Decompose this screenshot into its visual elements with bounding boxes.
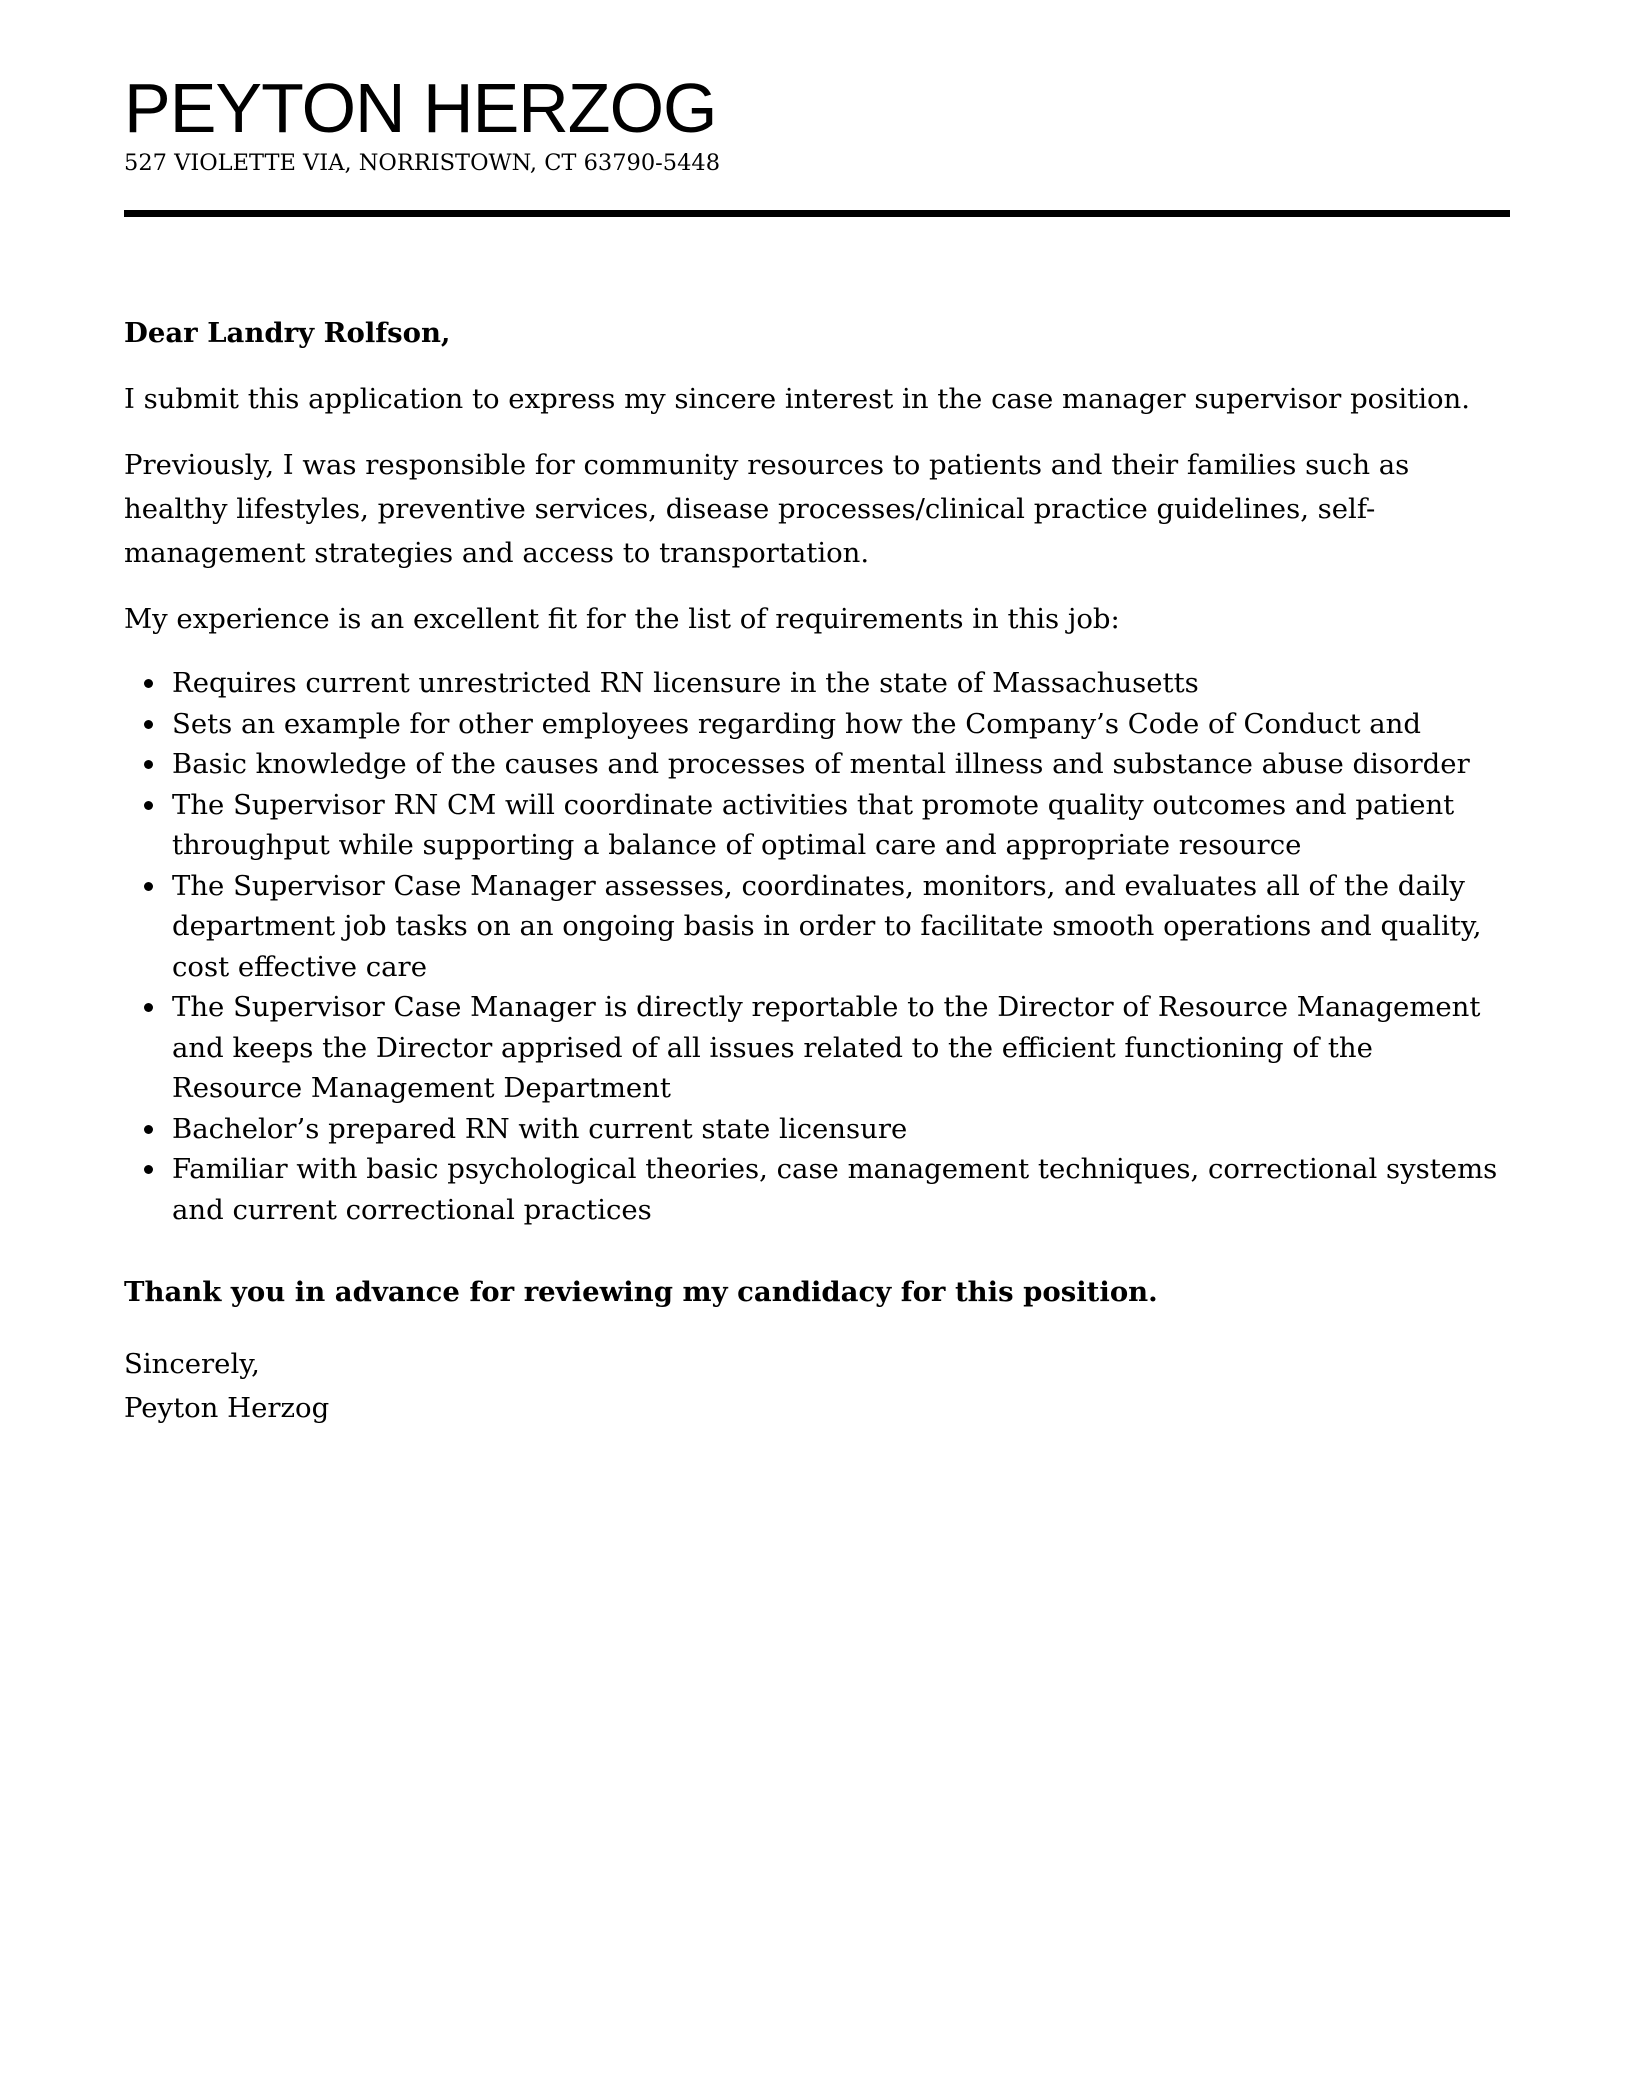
- closing-statement: Thank you in advance for reviewing my candidacy for this position.: [124, 1276, 1158, 1308]
- list-item: [124, 663, 1510, 704]
- list-item: [124, 987, 1510, 1109]
- list-item-text: Familiar with basic psychological theories, case management techniques, correctional systems and current correctional practices: [172, 1153, 1498, 1226]
- list-item-text: The Supervisor Case Manager is directly reportable to the Director of Resource Management and keeps the Director apprised of all issues related to the efficient functioning of the Resource Management Department: [172, 991, 1481, 1104]
- bullet-icon: [144, 1125, 153, 1134]
- list-item-text: Basic knowledge of the causes and processes of mental illness and substance abuse disorder: [172, 748, 1470, 780]
- bullet-icon: [144, 720, 153, 729]
- list-item-text: Requires current unrestricted RN licensure in the state of Massachusetts: [172, 667, 1199, 699]
- experience-paragraph: Previously, I was responsible for community resources to patients and their families such as healthy lifestyles, preventive services, disease processes/clinical practice guidelines, self-management strategies and access to transportation.: [124, 449, 1410, 569]
- applicant-address: 527 VIOLETTE VIA, NORRISTOWN, CT 63790-5448: [124, 150, 721, 176]
- list-intro: My experience is an excellent fit for the list of requirements in this job:: [124, 603, 1120, 635]
- letter-body: [124, 311, 1510, 1430]
- list-item: [124, 866, 1510, 988]
- bullet-icon: [144, 1165, 153, 1174]
- list-item: [124, 704, 1510, 745]
- bullet-icon: [144, 1003, 153, 1012]
- bullet-icon: [144, 882, 153, 891]
- bullet-icon: [144, 801, 153, 810]
- applicant-name: PEYTON HERZOG: [124, 69, 717, 147]
- list-item-text: Bachelor’s prepared RN with current state licensure: [172, 1112, 908, 1145]
- bullet-icon: [144, 679, 153, 688]
- list-item-text: The Supervisor RN CM will coordinate activities that promote quality outcomes and patient throughput while supporting a balance of optimal care and appropriate resource: [172, 788, 1455, 861]
- list-item: [124, 1149, 1510, 1230]
- list-item-text: The Supervisor Case Manager assesses, coordinates, monitors, and evaluates all of the daily department job tasks on an ongoing basis in order to facilitate smooth operations and quality, cost effective care: [172, 869, 1482, 983]
- signature-name: Peyton Herzog: [124, 1392, 330, 1424]
- list-item: [124, 785, 1510, 866]
- list-item: [124, 1109, 1510, 1150]
- list-item: [124, 744, 1510, 785]
- intro-paragraph: I submit this application to express my sincere interest in the case manager supervisor position.: [124, 383, 1470, 415]
- header-divider: [124, 210, 1510, 217]
- requirements-list: [124, 663, 1510, 1230]
- salutation: Dear Landry Rolfson,: [124, 317, 451, 349]
- sign-off: Sincerely,: [124, 1348, 260, 1380]
- list-item-text: Sets an example for other employees regarding how the Company’s Code of Conduct and: [172, 707, 1421, 740]
- cover-letter-page: [124, 68, 1510, 1430]
- bullet-icon: [144, 760, 153, 769]
